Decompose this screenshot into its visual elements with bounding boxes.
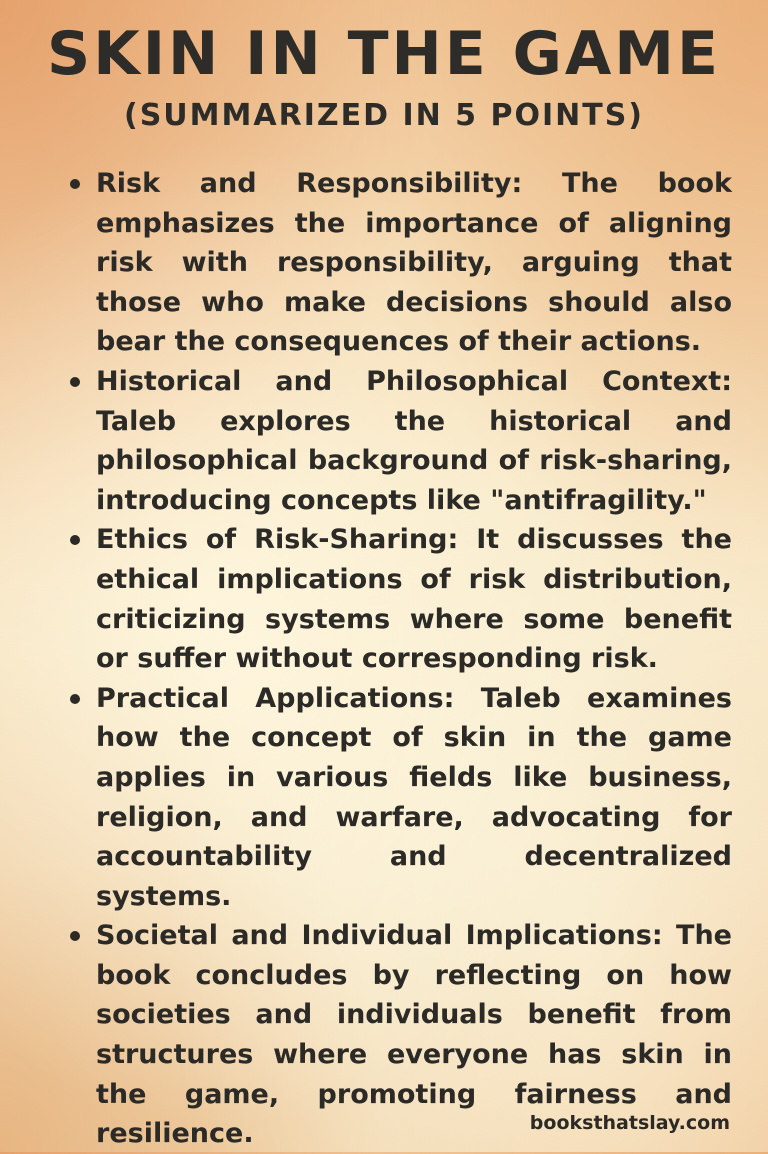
page-title: SKIN IN THE GAME — [47, 19, 721, 89]
bullet-icon — [70, 931, 80, 941]
summary-point — [64, 520, 732, 678]
page-subtitle: (SUMMARIZED IN 5 POINTS) — [123, 98, 645, 133]
summary-points-list — [64, 164, 732, 1154]
summary-point — [64, 362, 732, 520]
summary-point-text: Historical and Philosophical Context: Taleb explores the historical and philosophical background of risk-sharing, introducing concepts like "antifragility." — [96, 365, 732, 516]
summary-point-text: Societal and Individual Implications: The book concludes by reflecting on how societies and individuals benefit from structures where everyone has skin in the game, promoting fairness and resilience. — [96, 920, 732, 1150]
bullet-icon — [70, 179, 80, 189]
bullet-icon — [70, 535, 80, 545]
summary-point — [64, 164, 732, 362]
summary-point — [64, 679, 732, 917]
summary-point-text: Risk and Responsibility: The book emphasizes the importance of aligning risk with responsibility, arguing that those who make decisions should also bear the consequences of their actions. — [96, 168, 732, 358]
summary-point-text: Ethics of Risk-Sharing: It discusses the ethical implications of risk distribution, criticizing systems where some benefit or suffer without corresponding risk. — [96, 524, 732, 675]
bullet-icon — [70, 694, 80, 704]
summary-point-text: Practical Applications: Taleb examines how the concept of skin in the game applies in various fields like business, religion, and warfare, advocating for accountability and decentralized systems. — [96, 682, 732, 912]
bullet-icon — [70, 377, 80, 387]
site-credit: booksthatslay.com — [529, 1112, 730, 1134]
